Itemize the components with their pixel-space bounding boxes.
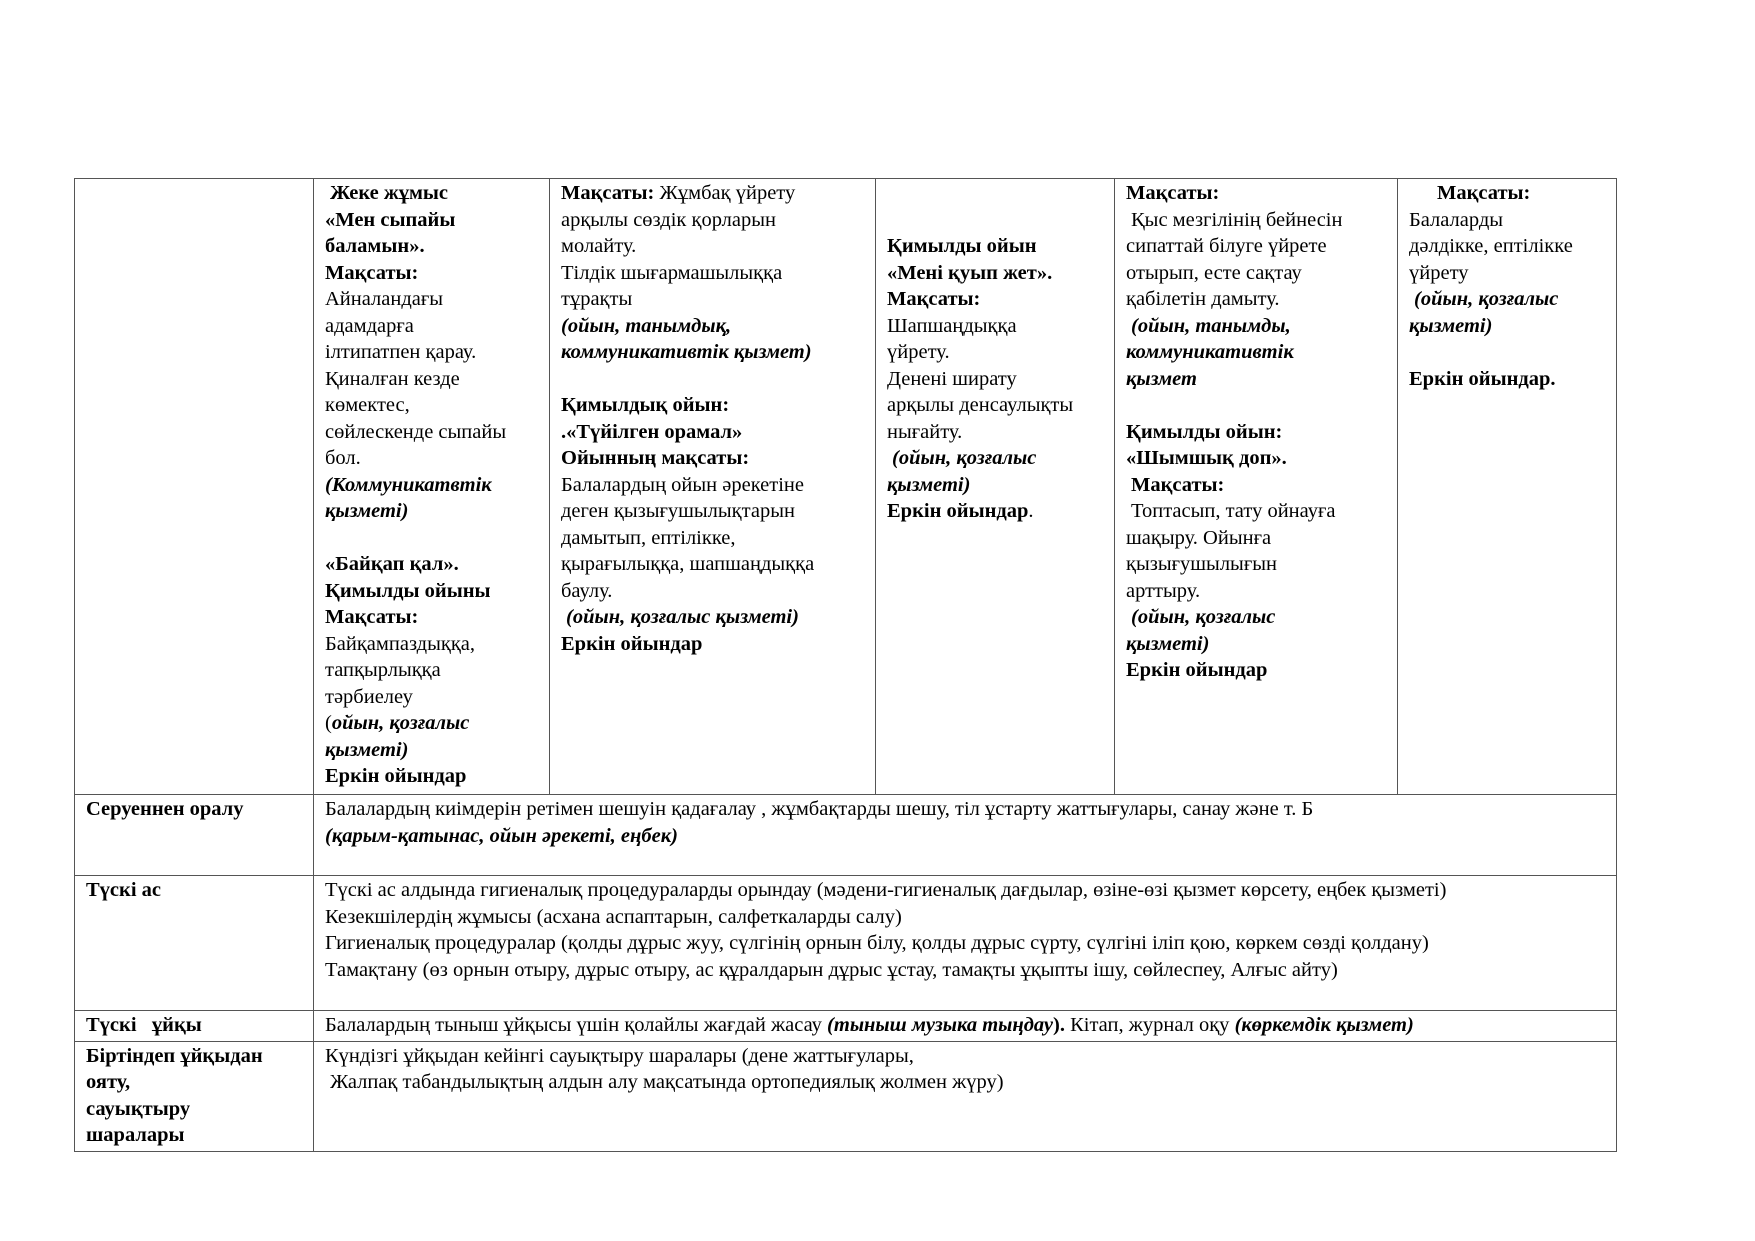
cell-line: «Байқап қал». (325, 553, 459, 575)
cell-line: Қиналған кезде (325, 367, 460, 390)
cell-line: баламын». (325, 235, 425, 257)
cell-line: Кезекшілердің жұмысы (асхана аспаптарын, салфеткаларды салу) (325, 905, 902, 928)
cell-line: молайту. (561, 235, 637, 257)
label-line: ояту, (86, 1071, 131, 1093)
cell-line: коммуникативтік (1126, 341, 1294, 363)
label-line: шаралары (86, 1124, 185, 1146)
cell-line: Күндізгі ұйқыдан кейінгі сауықтыру шаралары (дене жаттығулары, (325, 1044, 914, 1067)
cell-line: Тамақтану (өз орнын отыру, дұрыс отыру, ас құралдарын дұрыс ұстау, тамақты ұқыпты ішу, сөйлеспеу, Алғыс айту) (325, 958, 1338, 981)
cell-line: дамытып, ептілікке, (561, 526, 736, 549)
activity-row (75, 179, 1617, 795)
cell-line: (ойын, қозғалыс (892, 447, 1037, 469)
plain-text: Балалардың тыныш ұйқысы үшін қолайлы жағдай жасау (325, 1014, 828, 1036)
cell-line: арқылы сөздік қорларын (561, 208, 777, 231)
cell-line: Жалпақ табандылықтың алдын алу мақсатында ортопедиялық жолмен жүру) (330, 1071, 1004, 1093)
cell-line: (ойын, танымды, (1131, 314, 1291, 337)
cell-line: сөйлескенде сыпайы (325, 420, 507, 443)
activity-cell-4 (1115, 179, 1398, 795)
cell-line: Еркін ойындар (1126, 659, 1268, 681)
cell-line: Топтасып, тату ойнауға (1131, 500, 1336, 522)
paren: ( (325, 712, 332, 734)
cell-line: Балалардың ойын әрекетіне (561, 473, 804, 496)
cell-line: Қимылды ойыны (325, 579, 491, 602)
bold-text: Мақсаты: (561, 182, 655, 204)
schedule-table (74, 178, 1617, 1152)
row-label: Түскі ас (75, 876, 314, 1011)
cell-line: (Коммуникатвтік (325, 473, 492, 496)
cell-line: Мақсаты: (1131, 473, 1225, 496)
cell-line: Байқампаздыққа, (325, 632, 476, 655)
cell-line: Ойынның мақсаты: (561, 447, 750, 469)
plain-text: Кітап, журнал оқу (1070, 1014, 1235, 1036)
cell-line: Қимылды ойын (887, 235, 1037, 257)
italic-text: ойын, қозғалыс (331, 712, 470, 734)
cell-line: сипаттай білуге үйрете (1126, 235, 1327, 257)
cell-line: қызмет (1126, 367, 1197, 390)
cell-line: (ойын, қозғалыс қызметі) (566, 606, 799, 628)
cell-line: арқылы денсаулықты (887, 394, 1074, 416)
cell-line (561, 180, 864, 207)
cell-line: тұрақты (561, 288, 633, 310)
cell-line (887, 498, 1103, 525)
cell-line: Мақсаты: (325, 261, 419, 284)
italic-text: (көркемдік қызмет) (1234, 1014, 1414, 1036)
cell-line: Мақсаты: (1126, 182, 1220, 204)
cell-line: қызметі) (887, 473, 971, 496)
cell-line: қырағылыққа, шапшаңдыққа (561, 553, 815, 575)
label-line: сауықтыру (86, 1097, 191, 1120)
row-label: Түскі ұйқы (75, 1011, 314, 1042)
plain-text: Жұмбақ үйрету (654, 182, 796, 204)
plain-text: . (1028, 500, 1034, 522)
bold-text: Еркін ойындар (887, 500, 1029, 522)
row-content (314, 876, 1617, 1011)
cell-line: қабілетін дамыту. (1126, 288, 1280, 310)
cell-line: ілтипатпен қарау. (325, 341, 477, 363)
row-content (314, 795, 1617, 876)
cell-line: Балаларды (1409, 208, 1504, 231)
cell-line: Еркін ойындар. (1409, 367, 1556, 390)
cell-line: Денені ширату (887, 367, 1017, 390)
cell-line: қызметі) (1409, 314, 1493, 337)
cell-line: баулу. (561, 579, 613, 602)
cell-line: Қимылдық ойын: (561, 394, 730, 416)
row-content (314, 1041, 1617, 1151)
cell-line: нығайту. (887, 420, 963, 443)
cell-line: Айналандағы (325, 288, 444, 310)
cell-line: .«Түйілген орамал» (561, 420, 743, 443)
cell-line: (ойын, қозғалыс (1131, 606, 1276, 628)
cell-line: Қыс мезгілінің бейнесін (1131, 208, 1343, 231)
cell-line: «Мені қуып жет». (887, 261, 1053, 284)
italic-text: (тыныш музыка тыңдау (827, 1014, 1053, 1036)
cell-line: Еркін ойындар (325, 765, 467, 787)
empty-label-cell (75, 179, 314, 795)
cell-line: Қимылды ойын: (1126, 420, 1283, 443)
cell-line: бол. (325, 447, 361, 469)
cell-line: Мақсаты: (325, 606, 419, 628)
cell-line: қызметі) (325, 500, 409, 522)
cell-line: «Шымшық доп». (1126, 447, 1287, 469)
label-line: Біртіндеп ұйқыдан (86, 1044, 263, 1067)
cell-line: Балалардың киімдерін ретімен шешуін қадағалау , жұмбақтарды шешу, тіл ұстарту жаттығулары, санау және т. Б (325, 798, 1314, 820)
cell-line: деген қызығушылықтарын (561, 500, 795, 522)
cell-line: Еркін ойындар (561, 632, 703, 655)
cell-line: Мақсаты: (1437, 182, 1531, 204)
cell-line: арттыру. (1126, 579, 1201, 602)
cell-line: Жеке жұмыс (330, 182, 449, 204)
cell-line: көмектес, (325, 394, 410, 416)
cell-line: (ойын, танымдық, (561, 314, 732, 337)
cell-line: Шапшаңдыққа (887, 314, 1017, 337)
cell-line: «Мен сыпайы (325, 208, 456, 231)
cell-line: отырып, есте сақтау (1126, 261, 1302, 284)
cell-line: Мақсаты: (887, 288, 981, 310)
activity-cell-3 (876, 179, 1115, 795)
lunch-row (75, 876, 1617, 1011)
bold-text: ). (1053, 1014, 1071, 1036)
cell-line: коммуникативтік қызмет) (561, 341, 812, 363)
cell-line: тапқырлыққа (325, 659, 441, 681)
activity-cell-1 (314, 179, 550, 795)
cell-line: қызметі) (1126, 632, 1210, 655)
cell-line: Түскі ас алдында гигиеналық процедураларды орындау (мәдени-гигиеналық дағдылар, өзіне-өзі қызмет көрсету, еңбек қызметі) (325, 879, 1447, 901)
cell-line: (қарым-қатынас, ойын әрекеті, еңбек) (325, 824, 678, 847)
activity-cell-5 (1398, 179, 1617, 795)
cell-line: адамдарға (325, 314, 414, 337)
cell-line (325, 710, 538, 737)
nap-row (75, 1011, 1617, 1042)
cell-line: дәлдікке, ептілікке (1409, 235, 1573, 257)
cell-line: Тілдік шығармашылыққа (561, 261, 783, 284)
row-label: Серуеннен оралу (75, 795, 314, 876)
cell-line: (ойын, қозғалыс (1414, 288, 1559, 310)
cell-line: үйрету. (887, 341, 950, 363)
row-label (75, 1041, 314, 1151)
row-content (314, 1011, 1617, 1042)
activity-cell-2 (550, 179, 876, 795)
cell-line: қызығушылығын (1126, 553, 1277, 575)
cell-line: шақыру. Ойынға (1126, 526, 1272, 549)
cell-line: үйрету (1409, 261, 1469, 284)
cell-line: тәрбиелеу (325, 685, 413, 708)
return-walk-row (75, 795, 1617, 876)
cell-line: қызметі) (325, 738, 409, 761)
wakeup-row (75, 1041, 1617, 1151)
cell-line: Гигиеналық процедуралар (қолды дұрыс жуу, сүлгінің орнын білу, қолды дұрыс сүрту, сүлгіні іліп қою, көркем сөзді қолдану) (325, 932, 1429, 954)
